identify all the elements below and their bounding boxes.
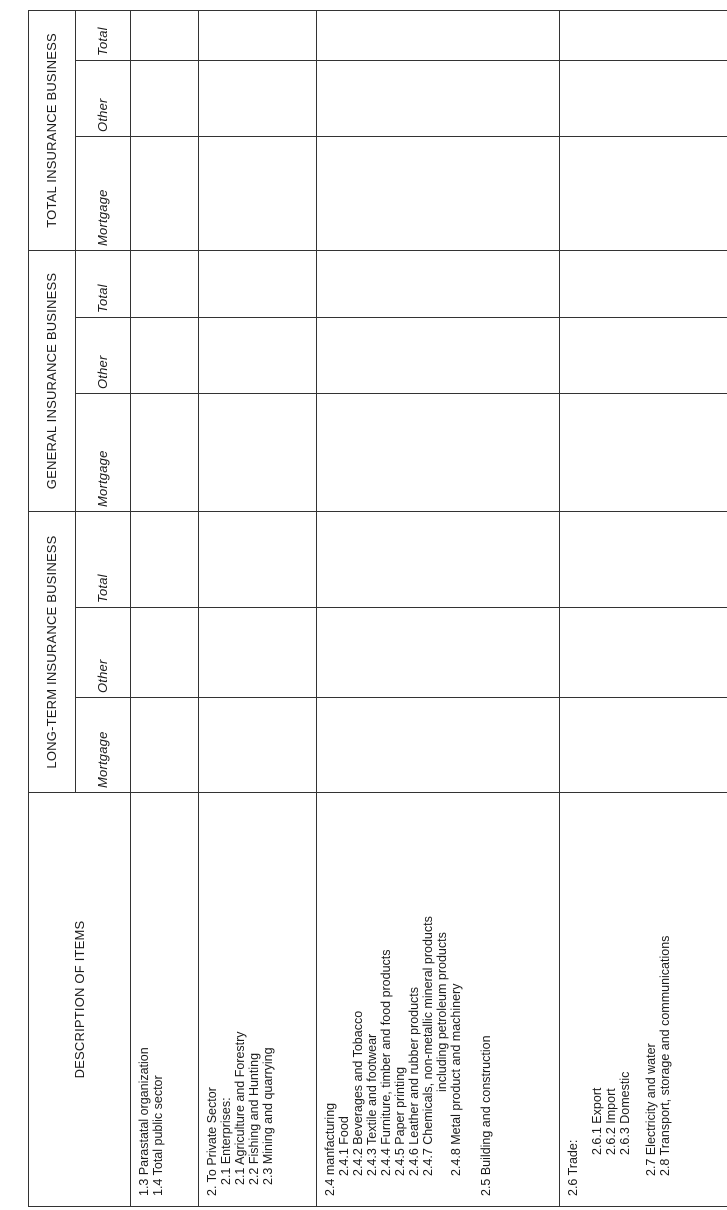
- gi-mortgage-header: Mortgage: [76, 394, 131, 512]
- table-row: [199, 10, 317, 1206]
- description-cell: [131, 793, 199, 1207]
- row-label: 2.3 Mining and quarrying: [261, 1047, 275, 1185]
- row-label: 2.4.1 Food: [337, 1116, 351, 1176]
- description-header: DESCRIPTION OF ITEMS: [29, 793, 131, 1207]
- row-label: 2.4.5 Paper printing: [393, 1066, 407, 1176]
- header-row-groups: [29, 10, 76, 1206]
- row-label: 2.4.2 Beverages and Tobacco: [351, 1010, 365, 1176]
- row-label: 1.4 Total public sector: [151, 1075, 165, 1196]
- long-term-header: LONG-TERM INSURANCE BUSINESS: [29, 512, 76, 793]
- description-cell: [560, 793, 727, 1207]
- row-label: 2.5 Building and construction: [479, 1035, 493, 1196]
- row-label: 2.1 Enterprises:: [219, 1097, 233, 1185]
- row-label: 2.7 Electricity and water: [644, 1043, 658, 1176]
- gi-total-header: Total: [76, 250, 131, 317]
- row-label: 2.8 Transport, storage and communications: [658, 935, 672, 1176]
- row-label: 2.2 Fishing and Hunting: [247, 1052, 261, 1185]
- ti-total-header: Total: [76, 10, 131, 60]
- row-label: 2.4.4 Furniture, timber and food products: [379, 949, 393, 1176]
- ti-mortgage-header: Mortgage: [76, 136, 131, 250]
- row-label: 1.3 Parastatal organization: [137, 1047, 151, 1196]
- row-label: 2.6.3 Domestic: [618, 1071, 632, 1155]
- table-row: [131, 10, 199, 1206]
- general-header: GENERAL INSURANCE BUSINESS: [29, 250, 76, 511]
- ti-other-header: Other: [76, 60, 131, 136]
- row-label: 2.6 Trade:: [566, 1139, 580, 1196]
- gi-other-header: Other: [76, 318, 131, 394]
- row-label: 2.1 Agriculture and Forestry: [233, 1031, 247, 1185]
- row-label: 2.4 manfacturing: [323, 1102, 337, 1196]
- description-cell: [199, 793, 317, 1207]
- insurance-items-table: [28, 10, 727, 1207]
- row-label: 2.6.2 Import: [604, 1088, 618, 1155]
- lt-total-header: Total: [76, 512, 131, 608]
- lt-other-header: Other: [76, 608, 131, 698]
- total-insurance-header: TOTAL INSURANCE BUSINESS: [29, 10, 76, 250]
- row-label: 2.4.6 Leather and rubber products: [407, 986, 421, 1176]
- row-label: 2.4.3 Textile and footwear: [365, 1033, 379, 1176]
- row-label: 2.4.8 Metal product and machinery: [449, 983, 463, 1176]
- row-label: 2.6.1 Export: [590, 1087, 604, 1155]
- row-label: 2.4.7 Chemicals, non-metallic mineral products: [421, 916, 435, 1176]
- row-label: including petroleum products: [435, 932, 449, 1092]
- table-row: [317, 10, 560, 1206]
- row-label: 2. To Private Sector: [205, 1087, 219, 1196]
- description-cell: [317, 793, 560, 1207]
- lt-mortgage-header: Mortgage: [76, 698, 131, 793]
- table-row: [560, 10, 727, 1206]
